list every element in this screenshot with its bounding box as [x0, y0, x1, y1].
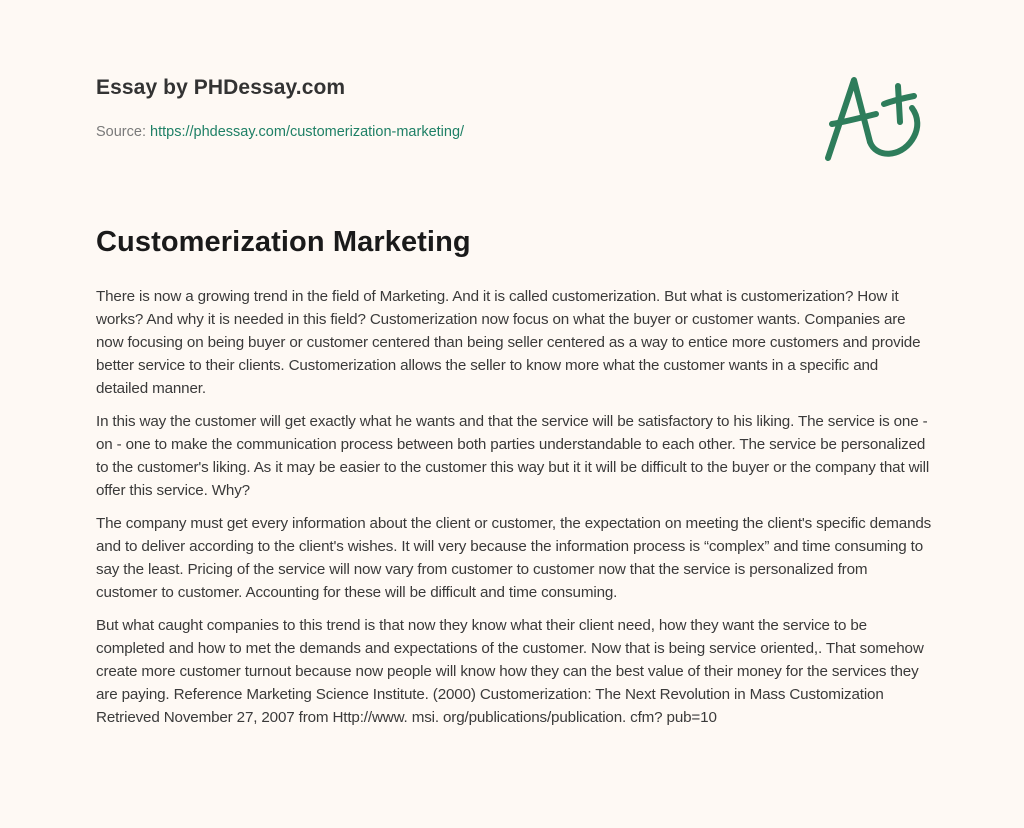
essay-paragraph-1: There is now a growing trend in the field of Marketing. And it is called customerization. But what is customerization? How it works? And why it is needed in this field? Customerization now focus on what the buyer or customer wants. Companies are now focusing on being buyer or customer centered than being seller centered as a way to entice more customers and provide better service to their clients. Customerization allows the seller to know more what the customer wants in a specific and detailed manner. — [96, 288, 921, 397]
a-plus-grade-icon — [820, 66, 930, 166]
essay-page — [96, 0, 932, 726]
essay-paragraph-2: In this way the customer will get exactly what he wants and that the service will be satisfactory to his liking. The service is one - on - one to make the communication process between both parties understandable to each other. The service be personalized to the customer's liking. As it may be easier to the customer this way but it it will be difficult to the buyer or the company that will offer this service. Why? — [96, 413, 930, 499]
essay-body — [96, 285, 932, 739]
site-title: Essay by PHDessay.com — [96, 76, 346, 99]
source-link[interactable]: https://phdessay.com/customerization-marketing/ — [150, 124, 465, 140]
page-header — [96, 0, 932, 200]
essay-paragraph-3: The company must get every information about the client or customer, the expectation on meeting the client's specific demands and to deliver according to the client's wishes. It will very because the information process is “complex” and time consuming to say the least. Pricing of the service will now vary from customer to customer now that the service is personalized from customer to customer. Accounting for these will be difficult and time consuming. — [96, 515, 932, 601]
essay-paragraph-4: But what caught companies to this trend is that now they know what their client need, how they want the service to be completed and how to met the demands and expectations of the customer. Now that is being service oriented,. That somehow create more customer turnout because now people will know how they can the best value of their money for the services they are paying. Reference Marketing Science Institute. (2000) Customerization: The Next Revolution in Mass Customization Retrieved November 27, 2007 from Http://www. msi. org/publications/publication. cfm? pub=10 — [96, 617, 924, 726]
source-label: Source: — [96, 124, 146, 140]
source-line — [96, 124, 464, 140]
essay-title: Customerization Marketing — [96, 226, 471, 258]
